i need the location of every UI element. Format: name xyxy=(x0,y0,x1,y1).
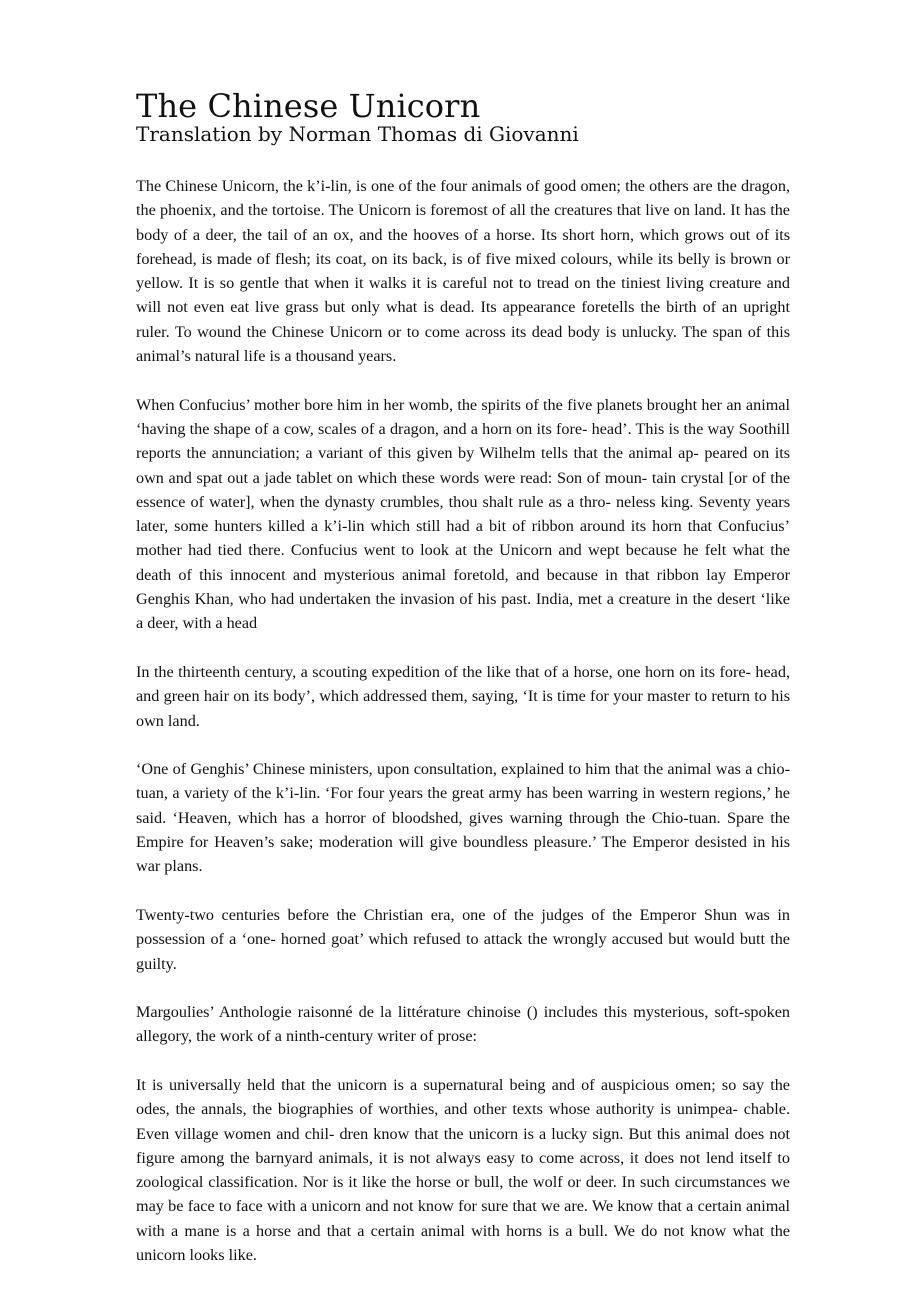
paragraph: It is universally held that the unicorn is a supernatural being and of auspicious omen; so say the odes, the annals, the biographies of worthies, and other texts whose authority is unimpea- chable. Even village women and chil- dren know that the unicorn is a lucky sign. But this animal does not figure among the barnyard animals, it is not always easy to come across, it does not lend itself to zoological classification. Nor is it like the horse or bull, the wolf or deer. In such circumstances we may be face to face with a unicorn and not know for sure that we are. We know that a certain animal with a mane is a horse and that a certain animal with horns is a bull. We do not know what the unicorn looks like. xyxy=(136,1075,790,1265)
paragraph: The Chinese Unicorn, the k’i-lin, is one of the four animals of good omen; the others are the dragon, the phoenix, and the tortoise. The Unicorn is foremost of all the creatures that live on land. It has the body of a deer, the tail of an ox, and the hooves of a horse. Its short horn, which grows out of its forehead, is made of flesh; its coat, on its back, is of five mixed colours, while its belly is brown or yellow. It is so gentle that when it walks it is careful not to tread on the tiniest living creature and will not even eat live grass but only what is dead. Its appearance foretells the birth of an upright ruler. To wound the Chinese Unicorn or to come across its dead body is unlucky. The span of this animal’s natural life is a thousand years. xyxy=(136,177,790,366)
document-page xyxy=(136,86,790,1292)
paragraph: ‘One of Genghis’ Chinese ministers, upon consultation, explained to him that the animal was a chio-tuan, a variety of the k’i-lin. ‘For four years the great army has been warring in western regions,’ he said. ‘Heaven, which has a horror of bloodshed, gives warning through the Chio-tuan. Spare the Empire for Heaven’s sake; moderation will give boundless pleasure.’ The Emperor desisted in his war plans. xyxy=(136,760,790,876)
document-title: The Chinese Unicorn xyxy=(136,87,481,125)
paragraph: Margoulies’ Anthologie raisonné de la littérature chinoise () includes this mysterious, soft-spoken allegory, the work of a ninth-century writer of prose: xyxy=(136,1003,790,1046)
document-subtitle: Translation by Norman Thomas di Giovanni xyxy=(136,122,579,146)
paragraph: In the thirteenth century, a scouting expedition of the like that of a horse, one horn on its fore- head, and green hair on its body’, which addressed them, saying, ‘It is time for your master to return to his own land. xyxy=(136,662,790,730)
document-body xyxy=(136,174,790,1267)
paragraph: Twenty-two centuries before the Christian era, one of the judges of the Emperor Shun was in possession of a ‘one- horned goat’ which refused to attack the wrongly accused but would butt the guilty. xyxy=(136,905,790,973)
paragraph: When Confucius’ mother bore him in her womb, the spirits of the five planets brought her an animal ‘having the shape of a cow, scales of a dragon, and a horn on its fore- head’. This is the way Soothill reports the annunciation; a variant of this given by Wilhelm tells that the animal ap- peared on its own and spat out a jade tablet on which these words were read: Son of moun- tain crystal [or of the essence of water], when the dynasty crumbles, thou shalt rule as a thro- neless king. Seventy years later, some hunters killed a k’i-lin which still had a bit of ribbon around its horn that Confucius’ mother had tied there. Confucius went to look at the Unicorn and wept because he felt what the death of this innocent and mysterious animal foretold, and because in that ribbon lay Emperor Genghis Khan, who had undertaken the invasion of his past. India, met a creature in the desert ‘like a deer, with a head xyxy=(136,395,790,633)
